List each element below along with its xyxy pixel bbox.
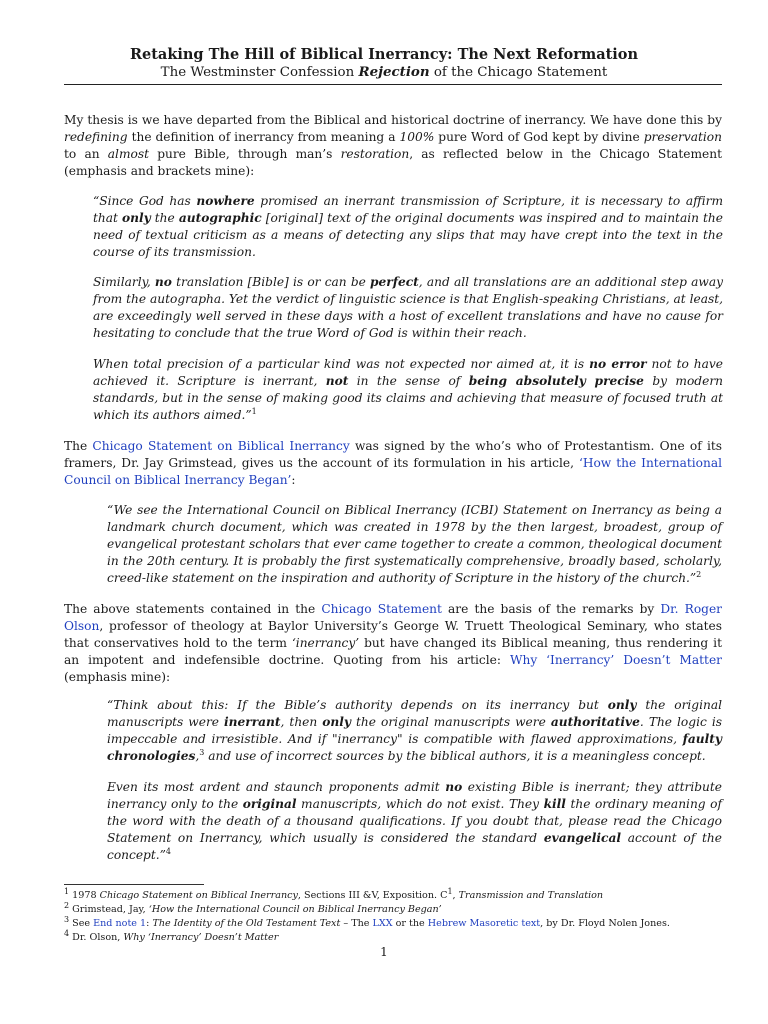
end-note-1-link[interactable]: End note 1: [93, 918, 147, 929]
document-title: Retaking The Hill of Biblical Inerrancy: The Next Reformation: [129, 46, 639, 63]
chicago-quote-paragraph-3: When total precision of a particular kind was not expected nor aimed at, it is no error not to have achieved it. Scripture is inerrant, not in the sense of being absolutely precise by modern standards, but in the sense of making good its claims and achieving that measure of focused truth at which its authors aimed.”$^1$: [93, 357, 723, 422]
footnote-4: $^4$ Dr. Olson, Why ‘Inerrancy’ Doesn’t Matter: [64, 928, 279, 943]
subtitle-emphasis: Rejection: [358, 64, 430, 80]
roger-olson-link[interactable]: Dr. Roger Olson: [64, 602, 722, 633]
footnote-1: $^1$ 1978 Chicago Statement on Biblical Inerrancy, Sections III &V, Exposition. $C^1$, Transmission and Translation: [64, 886, 604, 901]
document-subtitle: [0, 64, 768, 80]
footnote-ref-3[interactable]: 3: [199, 747, 205, 757]
chicago-quote-paragraph-2: Similarly, no translation [Bible] is or can be perfect, and all translations are an additional step away from the autographa. Yet the verdict of linguistic science is that English-speaking Christians, at least, are exceedingly well served in these days with a host of excellent translations and have no cause for hesitating to conclude that the true Word of God is within their reach.: [93, 275, 723, 340]
olson-quote-paragraph-2: Even its most ardent and staunch proponents admit no existing Bible is inerrant; they attribute inerrancy only to the original manuscripts, which do not exist. They kill the ordinary meaning of the word with the death of a thousand qualifications. If you doubt that, please read the Chicago Statement on Inerrancy, which usually is considered the standard evangelical account of the concept.”$^4$: [107, 780, 723, 862]
footnote-ref-4[interactable]: 4: [165, 846, 171, 856]
footnote-2: $^2$ Grimstead, Jay, ‘How the International Council on Biblical Inerrancy Began’: [64, 900, 442, 915]
footnote-ref-2[interactable]: 2: [696, 569, 702, 579]
hebrew-masoretic-text-link[interactable]: Hebrew Masoretic text: [427, 918, 541, 929]
page-number: 1: [380, 945, 388, 959]
olson-quote-paragraph-1: “Think about this: If the Bible’s authority depends on its inerrancy but only the original manuscripts were inerrant, then only the original manuscripts were authoritative. The logic is impeccable and irresistible. And if "inerrancy" is compatible with flawed approximations, faulty chronologies,$^3$ and use of incorrect sources by the biblical authors, it is a meaningless concept.: [107, 698, 722, 763]
footnote-separator: [64, 884, 204, 885]
subtitle-part: of the Chicago Statement: [429, 65, 608, 80]
why-inerrancy-doesnt-matter-link[interactable]: Why ‘Inerrancy’ Doesn’t Matter: [509, 653, 722, 667]
subtitle-part: The Westminster Confession: [160, 65, 359, 80]
footnote-3: $^3$ See End note 1: The Identity of the Old Testament Text – The LXX or the Hebrew Masoretic text, by Dr. Floyd Nolen Jones.: [64, 914, 670, 929]
olson-paragraph: The above statements contained in the Chicago Statement are the basis of the remarks by Dr. Roger Olson, professor of theology at Baylor University’s George W. Truett Theological Seminary, who states that conservatives hold to the term ‘inerrancy’ but have changed its Biblical meaning, thus rendering it an impotent and indefensible doctrine. Quoting from his article: Why ‘Inerrancy’ Doesn’t Matter (emphasis mine):: [64, 602, 722, 684]
grimstead-quote: “We see the International Council on Biblical Inerrancy (ICBI) Statement on Inerrancy as being a landmark church document, which was created in 1978 by the then largest, broadest, group of evangelical protestant scholars that ever came together to create a common, theological document in the 20th century. It is probably the first systematically comprehensive, broadly based, scholarly, creed-like statement on the inspiration and authority of Scripture in the history of the church.”$^2$: [107, 503, 722, 585]
intro-paragraph: My thesis is we have departed from the Biblical and historical doctrine of inerrancy. We have done this by redefining the definition of inerrancy from meaning a 100% pure Word of God kept by divine preservation to an almost pure Bible, through man’s restoration, as reflected below in the Chicago Statement (emphasis and brackets mine):: [64, 113, 722, 178]
chicago-quote-paragraph-1: “Since God has nowhere promised an inerrant transmission of Scripture, it is necessary to affirm that only the autographic [original] text of the original documents was inspired and to maintain the need of textual criticism as a means of detecting any slips that may have crept into the text in the course of its transmission.: [93, 194, 723, 259]
grimstead-paragraph: The Chicago Statement on Biblical Inerrancy was signed by the who’s who of Protestantism. One of its framers, Dr. Jay Grimstead, gives us the account of its formulation in his article, ‘How the International Council on Biblical Inerrancy Began’:: [64, 439, 723, 487]
footnote-ref-1[interactable]: 1: [251, 406, 257, 416]
icbi-article-link[interactable]: ‘How the International Council on Biblical Inerrancy Began’: [64, 456, 723, 487]
chicago-statement-link[interactable]: Chicago Statement on Biblical Inerrancy: [92, 439, 350, 453]
chicago-statement-short-link[interactable]: Chicago Statement: [321, 602, 442, 616]
header-rule: [64, 84, 722, 85]
lxx-link[interactable]: LXX: [372, 918, 393, 929]
